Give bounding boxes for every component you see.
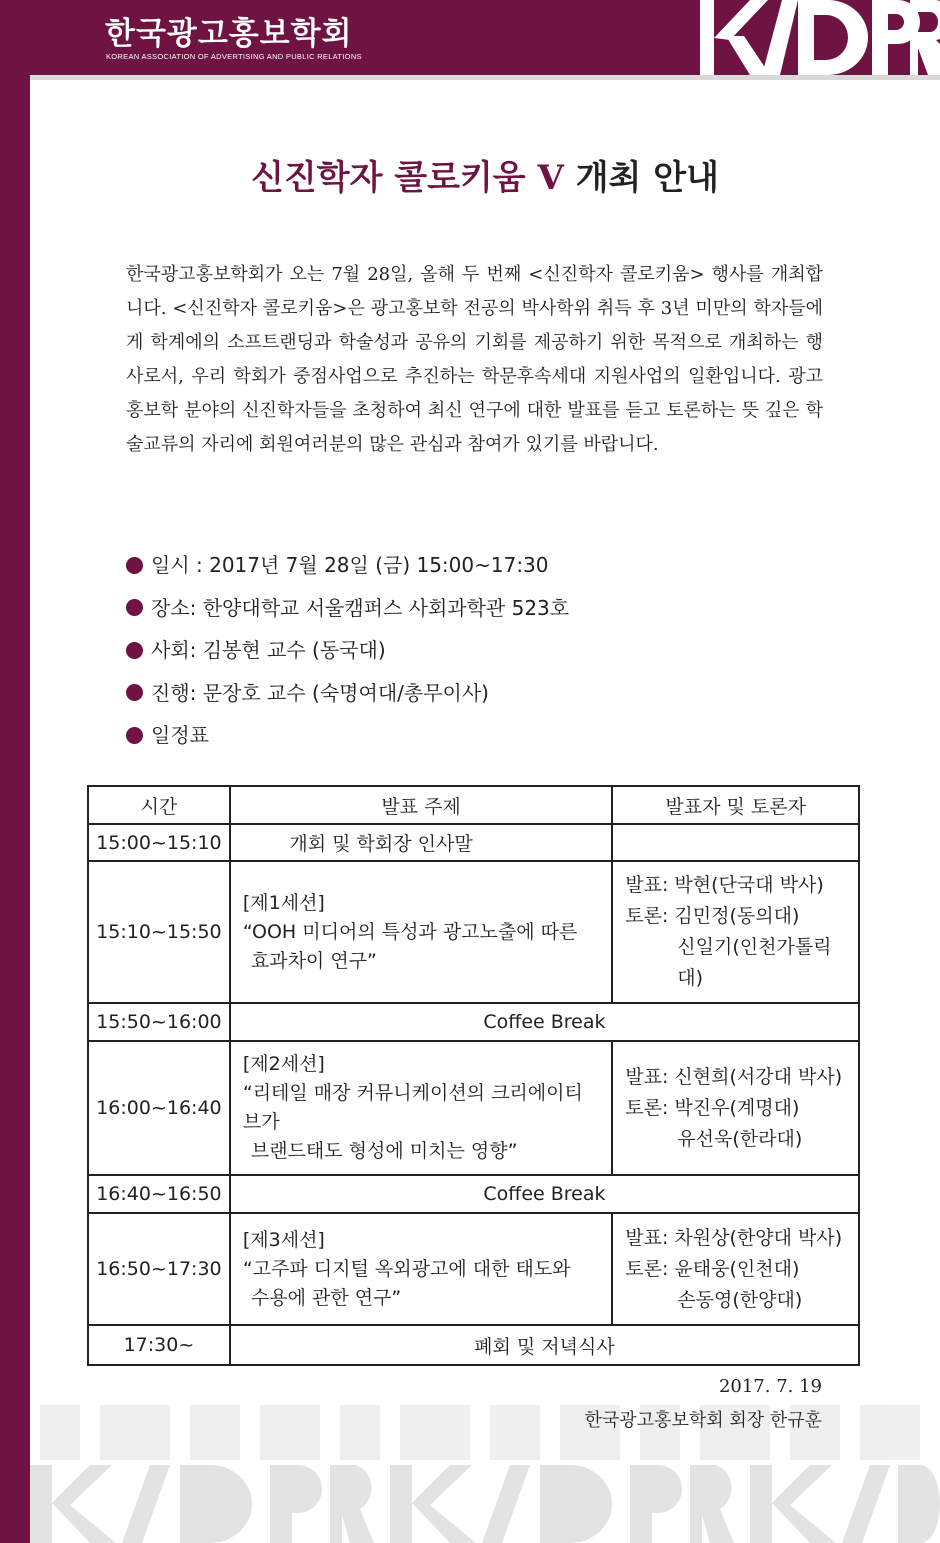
discussant-line: 손동영(한양대) bbox=[677, 1288, 803, 1311]
signature-line: 한국광고홍보학회 회장 한규훈 bbox=[584, 1410, 822, 1431]
info-schedule-label: 일정표 bbox=[126, 714, 569, 757]
table-row bbox=[88, 824, 859, 861]
topic-line: “OOH 미디어의 특성과 광고노출에 따른 bbox=[242, 920, 578, 943]
presenter-cell bbox=[612, 861, 859, 1003]
header-bar bbox=[0, 0, 940, 75]
title-rest: 개최 안내 bbox=[563, 158, 719, 198]
presenter-line: 발표: 박현(단국대 박사) bbox=[625, 874, 824, 896]
time-cell: 15:10~15:50 bbox=[88, 861, 230, 1003]
break-cell: Coffee Break bbox=[230, 1003, 859, 1041]
table-row bbox=[88, 1325, 859, 1365]
table-row bbox=[88, 861, 859, 1003]
info-host: 사회: 김봉현 교수 (동국대) bbox=[126, 629, 569, 672]
left-accent-bar bbox=[0, 75, 30, 1543]
presenter-line: 발표: 차원상(한양대 박사) bbox=[625, 1226, 843, 1249]
bullet-icon bbox=[126, 684, 143, 701]
table-row bbox=[88, 1175, 859, 1213]
table-row bbox=[88, 1041, 859, 1175]
break-cell: Coffee Break bbox=[230, 1175, 859, 1213]
presenter-cell bbox=[612, 824, 859, 861]
topic-cell bbox=[230, 861, 612, 1003]
time-cell: 15:50~16:00 bbox=[88, 1003, 230, 1041]
topic-line: 효과차이 연구” bbox=[250, 949, 377, 972]
table-row bbox=[88, 1213, 859, 1325]
info-date: 일시 : 2017년 7월 28일 (금) 15:00~17:30 bbox=[126, 544, 569, 587]
top-shadow-strip bbox=[30, 75, 940, 80]
topic-line: “리테일 매장 커뮤니케이션의 크리에이티브가 bbox=[242, 1082, 583, 1133]
org-name-english: KOREAN ASSOCIATION OF ADVERTISING AND PUBLIC RELATIONS bbox=[106, 52, 362, 61]
bullet-icon bbox=[126, 727, 143, 744]
time-cell: 16:00~16:40 bbox=[88, 1041, 230, 1175]
discussant-line: 유선욱(한라대) bbox=[677, 1127, 803, 1150]
topic-cell bbox=[230, 1213, 612, 1325]
topic-line: 브랜드태도 형성에 미치는 영향” bbox=[250, 1140, 518, 1162]
col-header-time: 시간 bbox=[88, 786, 230, 824]
bullet-icon bbox=[126, 599, 143, 616]
table-row bbox=[88, 1003, 859, 1041]
col-header-topic: 발표 주제 bbox=[230, 786, 612, 824]
topic-line: 수용에 관한 연구” bbox=[250, 1286, 402, 1309]
topic-cell: 개회 및 학회장 인사말 bbox=[230, 824, 612, 861]
closing-cell: 폐회 및 저녁식사 bbox=[230, 1325, 859, 1365]
time-cell: 15:00~15:10 bbox=[88, 824, 230, 861]
title-accent: 신진학자 콜로키움 V bbox=[251, 158, 564, 198]
kadpr-logo bbox=[700, 0, 940, 75]
bullet-icon bbox=[126, 557, 143, 574]
intro-paragraph: 한국광고홍보학회가 오는 7월 28일, 올해 두 번째 <신진학자 콜로키움> 행사를 개최합니다. <신진학자 콜로키움>은 광고홍보학 전공의 박사학위 취득 후 3년 미만의 학자들에게 학계에의 소프트랜딩과 학술성과 공유의 기회를 제공하기 위한 목적으로 개최하는 행사로서, 우리 학회가 중점사업으로 추진하는 학문후속세대 지원사업의 일환입니다. 광고홍보학 분야의 신진학자들을 초청하여 최신 연구에 대한 발표를 듣고 토론하는 뜻 깊은 학술교류의 자리에 회원여러분의 많은 관심과 참여가 있기를 바랍니다. bbox=[126, 264, 823, 455]
time-cell: 16:50~17:30 bbox=[88, 1213, 230, 1325]
topic-line: “고주파 디지털 옥외광고에 대한 태도와 bbox=[242, 1257, 571, 1280]
event-info-list bbox=[126, 544, 569, 757]
page-title bbox=[30, 150, 940, 199]
discussant-line: 토론: 박진우(계명대) bbox=[625, 1096, 800, 1119]
col-header-presenters: 발표자 및 토론자 bbox=[612, 786, 859, 824]
presenter-cell bbox=[612, 1041, 859, 1175]
org-name-korean: 한국광고홍보학회 bbox=[105, 16, 353, 52]
time-cell: 16:40~16:50 bbox=[88, 1175, 230, 1213]
info-venue: 장소: 한양대학교 서울캠퍼스 사회과학관 523호 bbox=[126, 587, 569, 630]
time-cell: 17:30~ bbox=[88, 1325, 230, 1365]
document-date: 2017. 7. 19 bbox=[718, 1376, 822, 1397]
presenter-cell bbox=[612, 1213, 859, 1325]
session-label: [제2세션] bbox=[242, 1053, 325, 1075]
session-label: [제1세션] bbox=[242, 891, 325, 914]
discussant-line: 토론: 김민정(동의대) bbox=[625, 905, 800, 927]
info-moderator: 진행: 문장호 교수 (숙명여대/총무이사) bbox=[126, 672, 569, 715]
table-header-row bbox=[88, 786, 859, 824]
bullet-icon bbox=[126, 642, 143, 659]
discussant-line: 신일기(인천가톨릭대) bbox=[677, 936, 832, 989]
session-label: [제3세션] bbox=[242, 1228, 325, 1251]
topic-cell bbox=[230, 1041, 612, 1175]
schedule-table bbox=[87, 785, 860, 1366]
presenter-line: 발표: 신현희(서강대 박사) bbox=[625, 1065, 843, 1088]
discussant-line: 토론: 윤태웅(인천대) bbox=[625, 1257, 800, 1280]
